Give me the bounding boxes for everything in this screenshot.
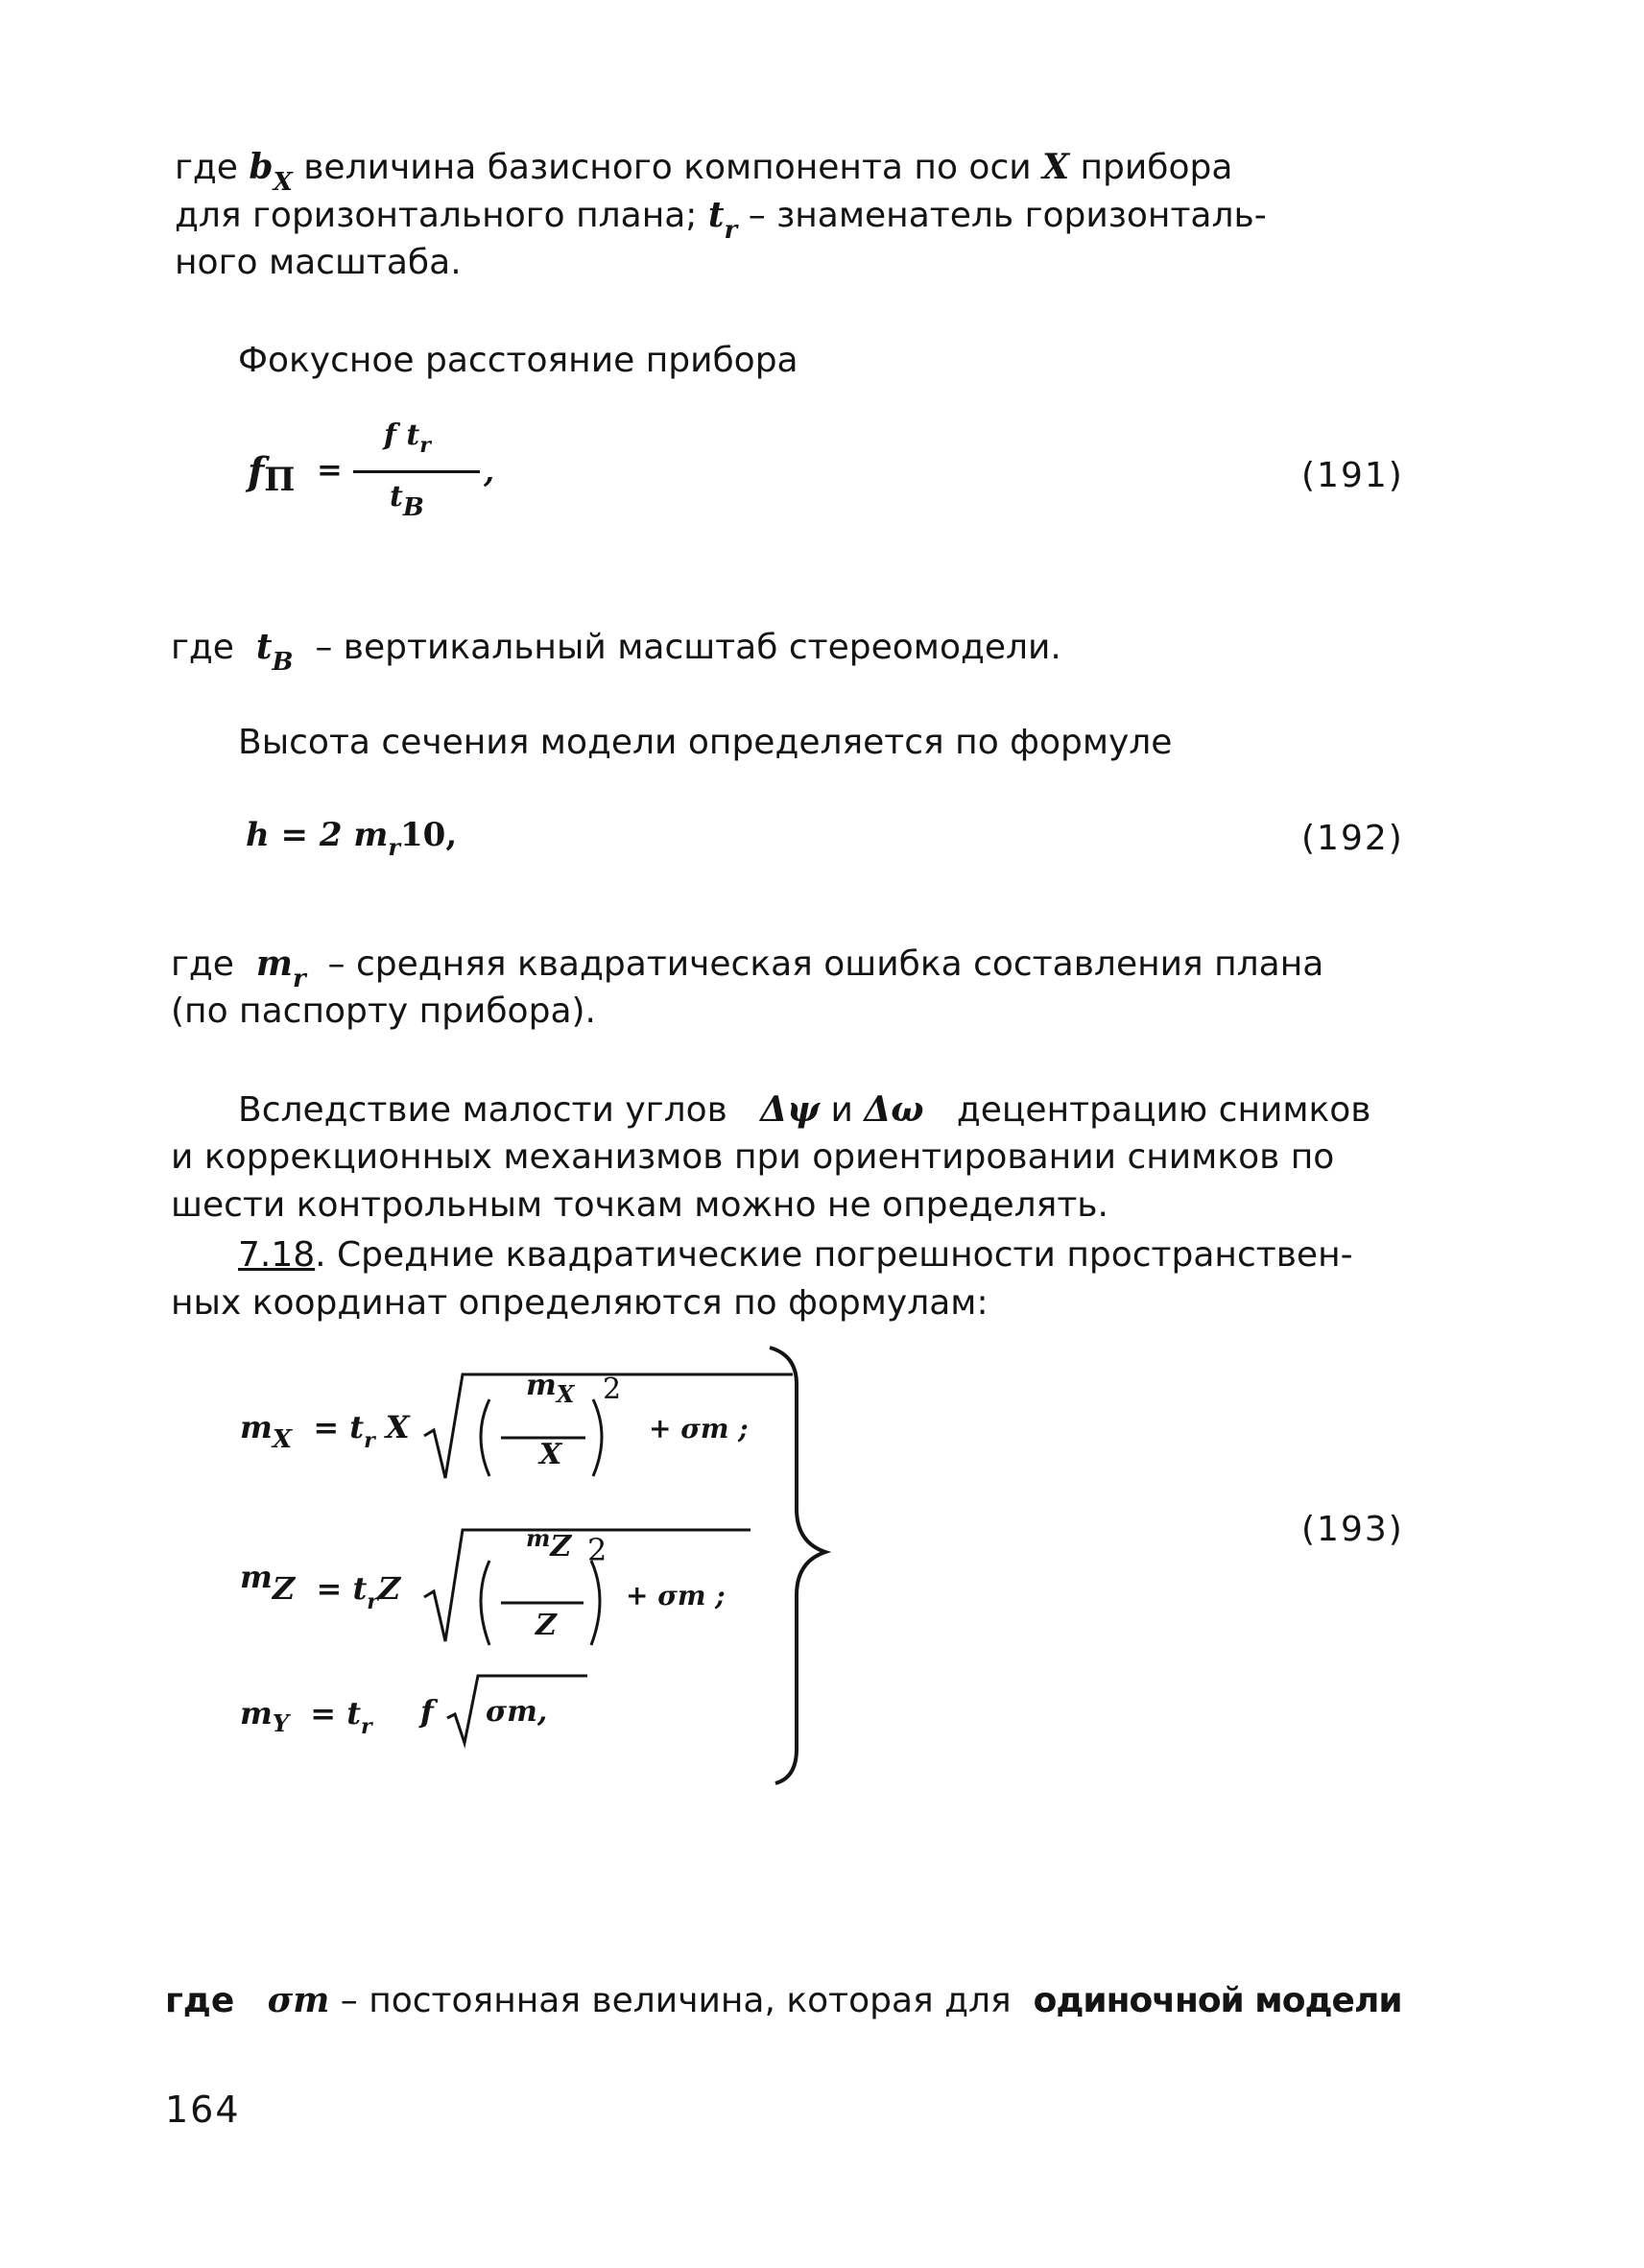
- radical-row2: [420, 1526, 804, 1660]
- focus-intro: Фокусное расстояние прибора: [238, 341, 798, 380]
- where-sigma-line: где σm – постоянная величина, которая для одиночной модели: [165, 1980, 1402, 2020]
- equation-number-193: (193): [1301, 1510, 1404, 1549]
- where-tb-line: где $t_B$ – вертикальный масштаб стереомодели.: [171, 627, 1061, 677]
- fraction-bar: [353, 470, 480, 473]
- symbol-bx: $b_X$: [249, 147, 293, 197]
- eq191-denominator: tB: [390, 480, 424, 522]
- angles-line2: и коррекционных механизмов при ориентировании снимков по: [171, 1137, 1335, 1177]
- para1-line2: для горизонтального плана; $t_r$ – знаменатель горизонталь-: [175, 195, 1267, 245]
- equation-number-192: (192): [1301, 819, 1404, 858]
- equation-number-191: (191): [1301, 456, 1404, 495]
- where-mr-line2: (по паспорту прибора).: [171, 991, 596, 1031]
- where-mr-line1: где $m_r$ – средняя квадратическая ошибка составления плана: [171, 943, 1324, 993]
- para1-line1: где $b_X$ величина базисного компонента по оси X прибора: [175, 147, 1233, 197]
- document-page: где $b_X$ величина базисного компонента по оси X прибора для горизонтального плана; $t_r$ – знаменатель горизонталь- ного масштаба. Фокусное расстояние прибора fП = f $t_r$ tB , (191) где $t_B$ – вертикальный масштаб стереомодели. Высота сечения модели определяется по формуле h = 2 $m_r10$, (192) где $m_r$ – средняя квадратическая ошибка составления плана (по паспорту прибора). Вследствие малости углов Δψ и Δω децентрацию снимков и коррекционных механизмов при ориентировании снимков по шести контрольным точкам можно не определять. 7.18. Средние квадратические погрешности пространствен- ных координат определяются по формулам: $m_X = t_r$ X $m_X$ X 2 + σm ; mZ = $t_rZ$ $^m$Z Z 2 + σm ; $m_Y = t_r$ f σm, (193) где σm – постоянная величина, которая для одиночной модели 164: [0, 0, 1644, 2268]
- angles-line3: шести контрольным точкам можно не определять.: [171, 1185, 1108, 1225]
- eq193-row3-lhs: $m_Y = t_r$: [240, 1695, 372, 1739]
- eq191-numerator: f $t_r$: [384, 418, 431, 458]
- page-number: 164: [165, 2089, 241, 2131]
- right-brace: [768, 1346, 845, 1787]
- eq193-row2-lhs: mZ = $t_rZ$: [240, 1559, 401, 1614]
- section-7-18-line2: ных координат определяются по формулам:: [171, 1283, 989, 1323]
- para1-line3: ного масштаба.: [175, 243, 462, 282]
- eq193-row1-lhs: $m_X = t_r$ X: [240, 1409, 410, 1454]
- angles-line1: Вследствие малости углов Δψ и Δω децентрацию снимков: [238, 1089, 1371, 1130]
- symbol-tr: $t_r$: [707, 195, 738, 245]
- section-7-18-line1: 7.18. Средние квадратические погрешности пространствен-: [238, 1235, 1353, 1275]
- height-intro: Высота сечения модели определяется по формуле: [238, 723, 1173, 762]
- section-number: 7.18: [238, 1235, 316, 1275]
